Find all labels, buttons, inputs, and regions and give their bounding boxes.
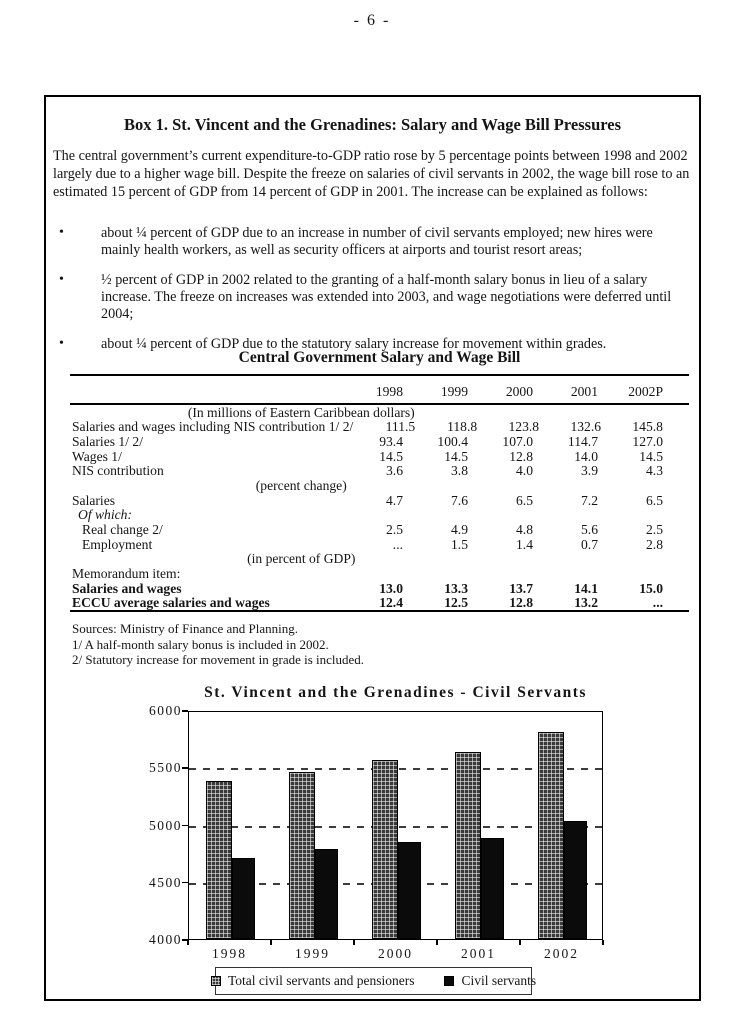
hatched-square-icon <box>211 976 221 986</box>
bullet-icon: • <box>59 272 64 287</box>
xtick-label-2000: 2000 <box>378 946 413 961</box>
table-col-header-2002P: 2002P <box>628 383 663 399</box>
table-row <box>70 493 689 508</box>
xtick-mark-4 <box>519 940 521 945</box>
table-row-label: Memorandum item: <box>72 566 181 582</box>
table-cell: 1.4 <box>516 536 533 552</box>
table-unit-label: (in percent of GDP) <box>247 551 356 567</box>
table-cell: 2.8 <box>646 536 663 552</box>
bar-solid-2002 <box>564 821 587 939</box>
xtick-label-2002: 2002 <box>544 946 579 961</box>
table-row-label: Wages 1/ <box>72 448 122 464</box>
table-cell: 13.3 <box>444 580 468 596</box>
table-cell: 13.0 <box>379 580 403 596</box>
table-col-header-1998: 1998 <box>375 383 403 399</box>
table-header-row <box>70 376 689 403</box>
chart-plot-area <box>188 711 603 940</box>
table-cell: 127.0 <box>632 433 663 449</box>
table-row <box>70 537 689 552</box>
table-unit-row <box>70 405 689 420</box>
bar-hatched-1998 <box>206 781 232 939</box>
bullet-item-1 <box>46 225 691 259</box>
table-cell: 14.5 <box>379 448 403 464</box>
table-row <box>70 595 689 610</box>
table-cell: ... <box>392 536 403 552</box>
table-cell: 111.5 <box>385 419 416 435</box>
table-footnote-2: 1/ A half-month salary bonus is included in 2002. <box>72 636 329 652</box>
ytick-mark-6000 <box>182 710 188 712</box>
ytick-label-4000: 4000 <box>149 932 182 947</box>
ytick-label-5500: 5500 <box>149 760 182 776</box>
intro-paragraph: The central government’s current expenditure-to-GDP ratio rose by 5 percentage points between 1998 and 2002 largely due to a higher wage bill. Despite the freeze on salaries of civil servants in 2002, the wage bill rose to an estimated 15 percent of GDP from 14 percent of GDP in 2001. The increase can be explained as follows: <box>53 148 690 200</box>
table-cell: 12.4 <box>379 595 403 611</box>
table-cell: 4.9 <box>451 522 468 537</box>
bar-solid-2000 <box>398 842 421 939</box>
table-cell: 7.6 <box>451 492 468 508</box>
xtick-mark-0 <box>187 940 189 945</box>
table-cell: 15.0 <box>639 580 663 596</box>
xtick-mark-2 <box>353 940 355 945</box>
chart-legend <box>215 967 537 995</box>
ytick-mark-4500 <box>182 882 188 884</box>
table-title: Central Government Salary and Wage Bill <box>238 349 521 366</box>
table-cell: 100.4 <box>437 433 468 449</box>
bullet-text: about ¼ percent of GDP due to an increase in number of civil servants employed; new hires were mainly health workers, as well as security officers at airports and tourist resort areas; <box>101 225 653 258</box>
xtick-label-1999: 1999 <box>295 946 330 961</box>
table-row <box>70 581 689 596</box>
table-row <box>70 566 689 581</box>
table-row-label: Salaries <box>72 492 116 508</box>
table-row-label: Employment <box>82 536 153 552</box>
bullet-icon: • <box>59 225 64 240</box>
chart-title: St. Vincent and the Grenadines - Civil Servants <box>204 684 587 701</box>
table-cell: 145.8 <box>632 419 663 435</box>
ytick-label-4500: 4500 <box>149 874 182 890</box>
xtick-label-2001: 2001 <box>461 946 496 961</box>
salary-table <box>70 349 689 668</box>
xtick-label-1998: 1998 <box>212 946 247 961</box>
table-cell: 14.1 <box>574 580 598 596</box>
table-cell: 13.7 <box>509 580 533 596</box>
table-row-label: Salaries 1/ 2/ <box>72 433 143 449</box>
table-row <box>70 434 689 449</box>
table-footnote-1: Sources: Ministry of Finance and Planning. <box>72 621 299 637</box>
bar-hatched-2001 <box>455 752 481 939</box>
table-unit-label: (In millions of Eastern Caribbean dollars) <box>187 404 415 420</box>
table-row <box>70 419 689 434</box>
table-footnotes <box>70 621 689 668</box>
table-row <box>70 522 689 537</box>
table-cell: 0.7 <box>581 536 598 552</box>
table-unit-row <box>70 478 689 493</box>
table-cell: 6.5 <box>516 492 533 508</box>
table-row <box>70 507 689 522</box>
table-col-header-2001: 2001 <box>570 383 598 399</box>
table-cell: 14.0 <box>574 448 598 464</box>
table-cell: 4.8 <box>516 522 533 537</box>
table-cell: 13.2 <box>574 595 598 611</box>
legend-entry-1 <box>211 973 415 989</box>
solid-square-icon <box>444 976 454 986</box>
bar-hatched-2000 <box>372 760 398 939</box>
table-cell: 3.6 <box>386 463 403 479</box>
table-cell: ... <box>652 595 663 611</box>
table-col-header-1999: 1999 <box>440 383 468 399</box>
bullet-text: ½ percent of GDP in 2002 related to the granting of a half-month salary bonus in lieu of a salary increase. The freeze on increases was extended into 2003, and wage negotiations were deferred until 2004; <box>101 272 672 322</box>
bar-solid-1999 <box>315 849 338 939</box>
table-cell: 3.8 <box>451 463 468 479</box>
table-unit-row <box>70 551 689 566</box>
table-body <box>70 405 689 611</box>
bullet-icon: • <box>59 336 64 351</box>
table-footnote-3: 2/ Statutory increase for movement in grade is included. <box>72 652 365 668</box>
table-unit-label: (percent change) <box>255 477 347 493</box>
table-row-label: Salaries and wages including NIS contribution 1/ 2/ <box>72 419 354 435</box>
bar-hatched-1999 <box>289 772 315 939</box>
table-row-label: NIS contribution <box>72 463 164 479</box>
table-cell: 118.8 <box>447 419 478 435</box>
table-row <box>70 463 689 478</box>
box1-container <box>44 95 701 1001</box>
table-cell: 107.0 <box>502 433 533 449</box>
table-col-header-2000: 2000 <box>505 383 533 399</box>
xtick-mark-5 <box>602 940 604 945</box>
table-cell: 12.5 <box>444 595 468 611</box>
box-title: Box 1. St. Vincent and the Grenadines: Salary and Wage Bill Pressures <box>123 115 622 134</box>
ytick-label-5000: 5000 <box>149 817 182 833</box>
legend-label: Total civil servants and pensioners <box>227 973 415 988</box>
ytick-mark-5000 <box>182 825 188 827</box>
table-cell: 6.5 <box>646 492 663 508</box>
civil-servants-chart <box>46 682 699 1000</box>
ytick-label-6000: 6000 <box>149 703 182 718</box>
table-row-label: Salaries and wages <box>72 580 182 596</box>
xtick-mark-3 <box>436 940 438 945</box>
table-cell: 123.8 <box>508 419 540 435</box>
ytick-mark-5500 <box>182 767 188 769</box>
table-cell: 132.6 <box>570 419 602 435</box>
legend-entry-2 <box>444 973 536 989</box>
table-cell: 5.6 <box>581 522 598 537</box>
table-cell: 3.9 <box>581 463 598 479</box>
table-row-label: ECCU average salaries and wages <box>72 595 270 611</box>
bar-solid-1998 <box>232 858 255 939</box>
table-cell: 12.8 <box>509 448 533 464</box>
page-number: - 6 - <box>353 12 391 29</box>
table-row-label: Real change 2/ <box>82 522 163 537</box>
bullet-item-2 <box>46 272 691 323</box>
bar-hatched-2002 <box>538 732 564 939</box>
table-cell: 12.8 <box>509 595 533 611</box>
table-row <box>70 449 689 464</box>
table-cell: 2.5 <box>386 522 403 537</box>
legend-label: Civil servants <box>461 973 537 988</box>
bullet-text: about ¼ percent of GDP due to the statutory salary increase for movement within grades. <box>101 336 607 352</box>
table-cell: 93.4 <box>379 433 403 449</box>
bar-solid-2001 <box>481 838 504 939</box>
table-cell: 2.5 <box>646 522 663 537</box>
table-cell: 1.5 <box>451 536 468 552</box>
table-cell: 114.7 <box>567 433 598 449</box>
bullet-list <box>46 225 696 366</box>
table-row-label: Of which: <box>78 507 132 523</box>
xtick-mark-1 <box>270 940 272 945</box>
table-cell: 7.2 <box>581 492 598 508</box>
table-cell: 4.3 <box>646 463 663 479</box>
table-cell: 14.5 <box>639 448 663 464</box>
table-cell: 14.5 <box>444 448 468 464</box>
table-cell: 4.7 <box>386 492 403 508</box>
table-cell: 4.0 <box>516 463 533 479</box>
